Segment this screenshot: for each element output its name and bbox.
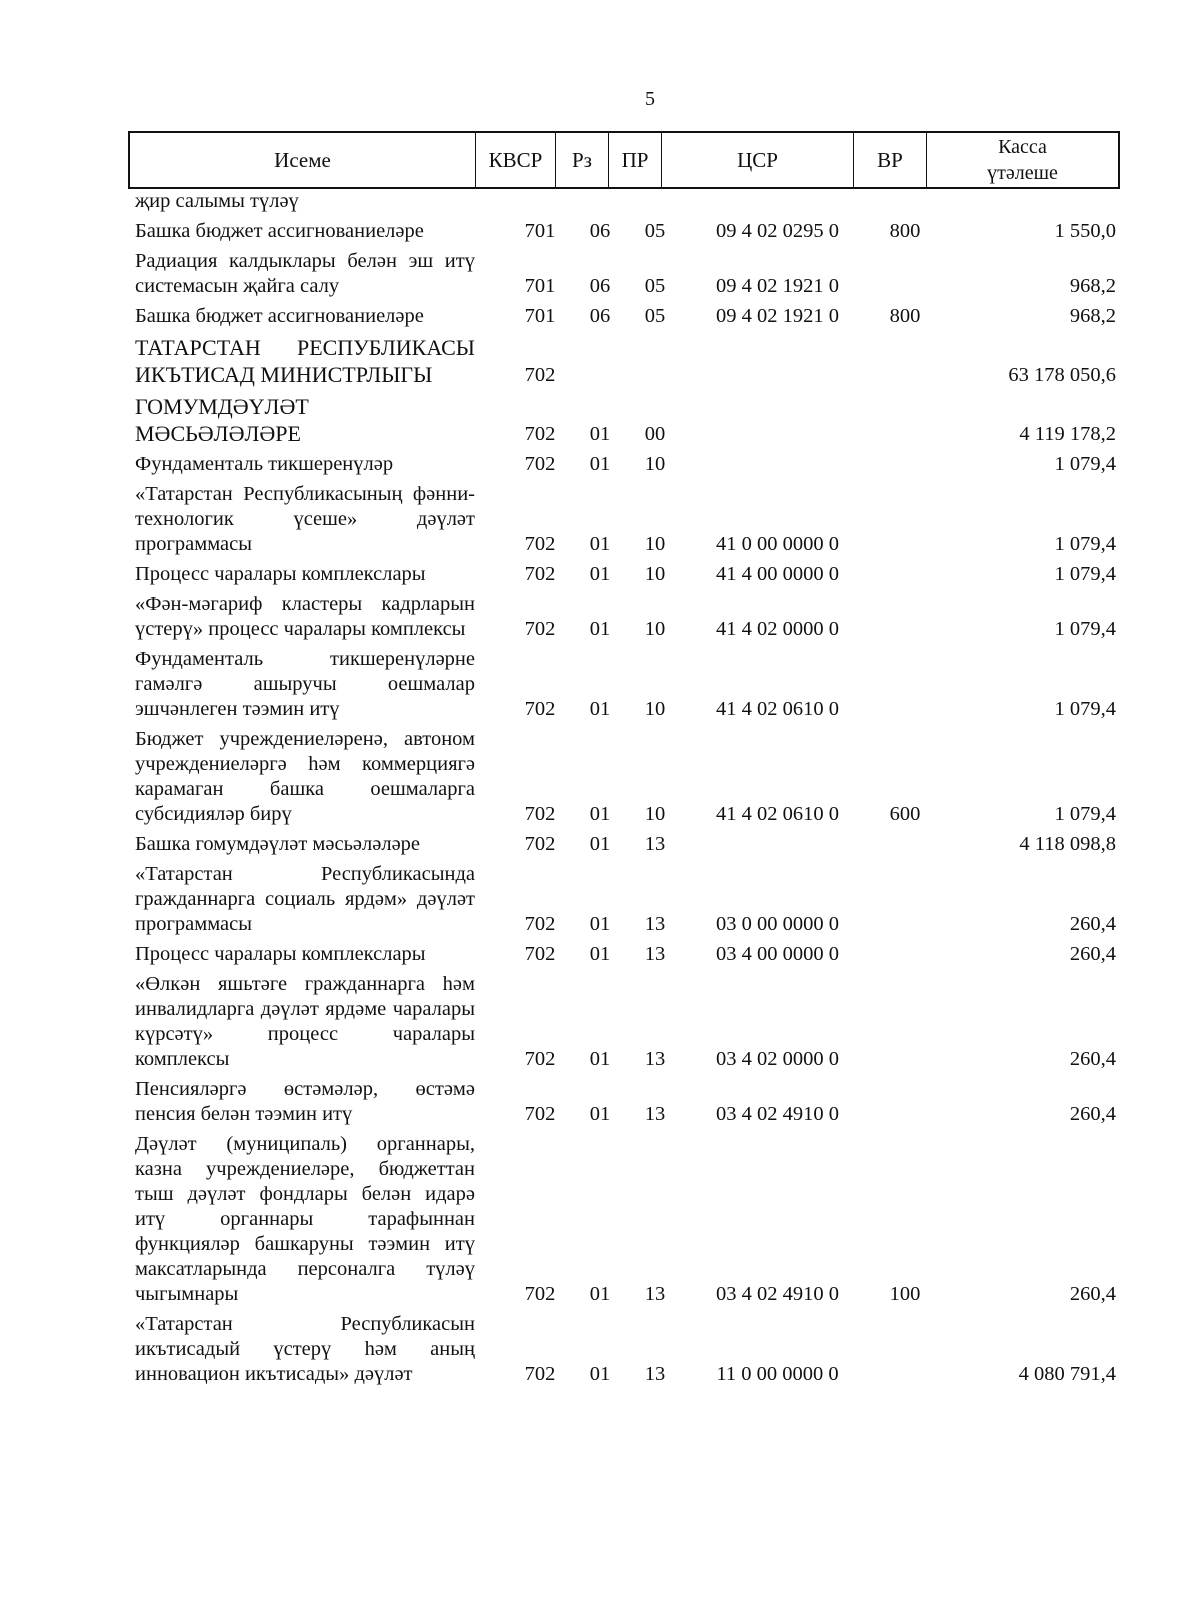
page-number: 5 <box>645 88 655 110</box>
cell-name: Пенсияләргә өстәмәләр, өстәмә пенсия белән тәэмин итү <box>135 1078 475 1125</box>
cell-kvsr: 702 <box>524 563 556 585</box>
cell-pr: 05 <box>644 275 666 297</box>
cell-pr: 10 <box>644 618 666 640</box>
cell-rz: 01 <box>589 563 611 585</box>
cell-sum: 1 079,4 <box>1054 803 1116 825</box>
cell-name: Радиация калдыклары белән эш итү системасын җайга салу <box>135 250 475 297</box>
cell-csr: 03 4 00 0000 0 <box>716 943 839 965</box>
cell-csr: 03 4 02 0000 0 <box>716 1048 839 1070</box>
table-row <box>135 249 1120 299</box>
cell-vr: 800 <box>889 305 921 327</box>
cell-rz: 01 <box>589 803 611 825</box>
cell-name: «Татарстан Республикасында гражданнарга социаль ярдәм» дәүләт программасы <box>135 863 475 935</box>
cell-name: Бюджет учреждениеләренә, автоном учреждениеләргә һәм коммерциягә карамаган башка оешмаларга субсидияләр бирү <box>135 728 475 825</box>
cell-sum: 63 178 050,6 <box>1008 364 1116 386</box>
cell-csr: 41 4 00 0000 0 <box>716 563 839 585</box>
cell-kvsr: 702 <box>524 453 556 475</box>
table-row <box>135 562 1120 587</box>
table-row <box>135 647 1120 722</box>
cell-csr: 41 4 02 0000 0 <box>716 618 839 640</box>
header-kassa <box>927 133 1118 187</box>
cell-sum: 1 079,4 <box>1054 563 1116 585</box>
header-kvsr: КВСР <box>476 133 556 187</box>
cell-rz: 01 <box>589 1363 611 1385</box>
cell-name: Башка бюджет ассигнованиеләре <box>135 220 424 242</box>
table-row <box>135 482 1120 557</box>
cell-sum: 1 079,4 <box>1054 698 1116 720</box>
cell-sum: 260,4 <box>1069 1283 1116 1305</box>
cell-rz: 01 <box>589 533 611 555</box>
cell-sum: 968,2 <box>1069 305 1116 327</box>
cell-sum: 260,4 <box>1069 1103 1116 1125</box>
cell-sum: 1 079,4 <box>1054 453 1116 475</box>
cell-kvsr: 702 <box>524 1363 556 1385</box>
cell-name: Дәүләт (муниципаль) органнары, казна учреждениеләре, бюджеттан тыш дәүләт фондлары белән идарә итү органнары тарафыннан функцияләр башкаруны тәэмин итү максатларында персоналга түләү чыгымнары <box>135 1133 475 1305</box>
cell-kvsr: 702 <box>524 423 556 445</box>
cell-name: «Фән-мәгариф кластеры кадрларын үстерү» процесс чаралары комплексы <box>135 593 475 640</box>
cell-csr: 09 4 02 1921 0 <box>716 305 839 327</box>
cell-rz: 01 <box>589 943 611 965</box>
cell-csr: 03 4 02 4910 0 <box>716 1103 839 1125</box>
cell-sum: 4 118 098,8 <box>1019 833 1116 855</box>
header-pr: ПР <box>609 133 662 187</box>
cell-rz: 01 <box>589 423 611 445</box>
cell-vr: 800 <box>889 220 921 242</box>
cell-kvsr: 701 <box>524 220 556 242</box>
cell-name: җир салымы түләү <box>135 190 299 212</box>
cell-rz: 01 <box>589 913 611 935</box>
cell-rz: 01 <box>589 1048 611 1070</box>
table-row <box>135 1132 1120 1307</box>
cell-sum: 260,4 <box>1069 913 1116 935</box>
header-vr: ВР <box>854 133 927 187</box>
cell-pr: 10 <box>644 533 666 555</box>
cell-name: Фундаменталь тикшеренүләр <box>135 453 394 475</box>
header-kassa-line1: Касса <box>998 136 1047 158</box>
cell-pr: 00 <box>644 423 666 445</box>
cell-pr: 13 <box>644 1048 666 1070</box>
cell-csr: 41 0 00 0000 0 <box>716 533 839 555</box>
cell-pr: 13 <box>644 1283 666 1305</box>
header-csr: ЦСР <box>662 133 854 187</box>
table-row <box>135 942 1120 967</box>
cell-pr: 13 <box>644 1103 666 1125</box>
cell-pr: 13 <box>644 833 666 855</box>
cell-vr: 600 <box>889 803 921 825</box>
cell-name: «Өлкән яшьтәге гражданнарга һәм инвалидларга дәүләт ярдәме чаралары күрсәтү» процесс чаралары комплексы <box>135 973 475 1070</box>
header-kassa-line2: үтәлеше <box>987 162 1058 184</box>
cell-kvsr: 702 <box>524 618 556 640</box>
cell-sum: 1 079,4 <box>1054 618 1116 640</box>
table-row <box>135 862 1120 937</box>
table-row <box>135 832 1120 857</box>
table-row <box>135 189 1120 214</box>
table-header <box>128 131 1120 189</box>
cell-csr: 41 4 02 0610 0 <box>716 803 839 825</box>
cell-csr: 41 4 02 0610 0 <box>716 698 839 720</box>
table-row <box>135 972 1120 1072</box>
cell-pr: 10 <box>644 563 666 585</box>
table-row <box>135 334 1120 388</box>
cell-csr: 11 0 00 0000 0 <box>716 1363 839 1385</box>
cell-rz: 06 <box>589 275 611 297</box>
cell-kvsr: 702 <box>524 364 556 386</box>
table-row <box>135 393 1120 447</box>
cell-csr: 09 4 02 0295 0 <box>716 220 839 242</box>
cell-sum: 1 550,0 <box>1054 220 1116 242</box>
table-row <box>135 727 1120 827</box>
cell-rz: 01 <box>589 453 611 475</box>
cell-pr: 05 <box>644 220 666 242</box>
cell-kvsr: 702 <box>524 943 556 965</box>
table-row <box>135 1312 1120 1387</box>
table-row <box>135 219 1120 244</box>
cell-name: ТАТАРСТАН РЕСПУБЛИКАСЫ ИКЪТИСАД МИНИСТРЛЫГЫ <box>135 335 475 387</box>
cell-kvsr: 701 <box>524 275 556 297</box>
header-rz: Рз <box>556 133 609 187</box>
cell-kvsr: 702 <box>524 1048 556 1070</box>
header-name: Исеме <box>130 133 476 187</box>
cell-kvsr: 701 <box>524 305 556 327</box>
cell-name: «Татарстан Республикасының фәнни-технологик үсеше» дәүләт программасы <box>135 483 475 555</box>
cell-sum: 4 080 791,4 <box>1018 1363 1116 1385</box>
cell-name: Башка бюджет ассигнованиеләре <box>135 305 424 327</box>
cell-rz: 01 <box>589 1283 611 1305</box>
cell-sum: 1 079,4 <box>1054 533 1116 555</box>
cell-name: ГОМУМДӘҮЛӘТ МӘСЬӘЛӘЛӘРЕ <box>135 394 309 446</box>
cell-csr: 09 4 02 1921 0 <box>716 275 839 297</box>
cell-rz: 01 <box>589 698 611 720</box>
cell-pr: 13 <box>644 943 666 965</box>
cell-kvsr: 702 <box>524 533 556 555</box>
cell-pr: 13 <box>644 913 666 935</box>
cell-pr: 10 <box>644 698 666 720</box>
cell-sum: 260,4 <box>1069 943 1116 965</box>
cell-pr: 13 <box>644 1363 666 1385</box>
table-row <box>135 304 1120 329</box>
cell-rz: 01 <box>589 618 611 640</box>
table-body <box>135 189 1120 1387</box>
table-row <box>135 452 1120 477</box>
cell-name: «Татарстан Республикасын икътисадый үстерү һәм аның инновацион икътисады» дәүләт <box>135 1313 475 1385</box>
cell-sum: 260,4 <box>1069 1048 1116 1070</box>
cell-pr: 05 <box>644 305 666 327</box>
cell-kvsr: 702 <box>524 913 556 935</box>
cell-name: Башка гомумдәүләт мәсьәләләре <box>135 833 421 855</box>
cell-vr: 100 <box>889 1283 921 1305</box>
cell-name: Фундаменталь тикшеренүләрне гамәлгә ашыручы оешмалар эшчәнлеген тәэмин итү <box>135 648 475 720</box>
cell-sum: 4 119 178,2 <box>1019 423 1116 445</box>
cell-sum: 968,2 <box>1069 275 1116 297</box>
cell-kvsr: 702 <box>524 1103 556 1125</box>
cell-kvsr: 702 <box>524 833 556 855</box>
cell-pr: 10 <box>644 803 666 825</box>
cell-name: Процесс чаралары комплекслары <box>135 943 426 965</box>
cell-rz: 06 <box>589 220 611 242</box>
cell-name: Процесс чаралары комплекслары <box>135 563 426 585</box>
cell-kvsr: 702 <box>524 698 556 720</box>
table-row <box>135 1077 1120 1127</box>
cell-rz: 01 <box>589 1103 611 1125</box>
cell-kvsr: 702 <box>524 803 556 825</box>
cell-rz: 01 <box>589 833 611 855</box>
cell-pr: 10 <box>644 453 666 475</box>
cell-rz: 06 <box>589 305 611 327</box>
cell-csr: 03 4 02 4910 0 <box>716 1283 839 1305</box>
cell-csr: 03 0 00 0000 0 <box>716 913 839 935</box>
table-row <box>135 592 1120 642</box>
cell-kvsr: 702 <box>524 1283 556 1305</box>
